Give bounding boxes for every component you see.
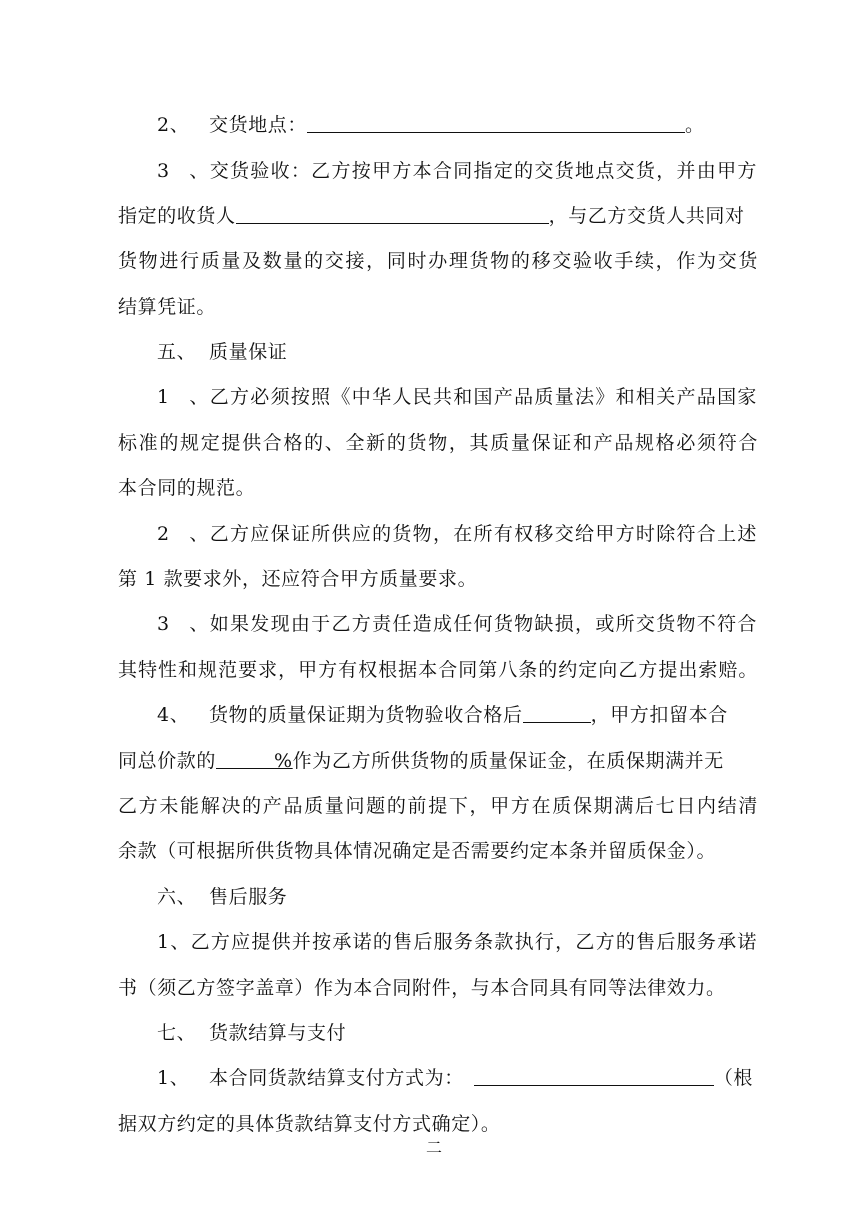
consignee-blank[interactable] <box>236 203 549 224</box>
clause-text-a: 指定的收货人 <box>118 205 236 227</box>
clause-5-3-line-2: 其特性和规范要求，甲方有权根据本合同第八条的约定向乙方提出索赔。 <box>118 659 758 681</box>
clause-text-b: 作为乙方所供货物的质量保证金，在质保期满并无 <box>292 750 724 772</box>
clause-4-3-first-line <box>157 154 757 188</box>
clause-text-a: 货物的质量保证期为货物验收合格后 <box>209 704 523 726</box>
clause-4-3-line-4: 结算凭证。 <box>118 296 217 318</box>
section-number: 七、 <box>157 1022 197 1044</box>
section-title: 售后服务 <box>209 886 288 908</box>
section-title: 货款结算与支付 <box>209 1022 347 1044</box>
clause-text: 交货验收：乙方按甲方本合同指定的交货地点交货，并由甲方 <box>209 160 757 182</box>
section-number: 六、 <box>157 886 197 908</box>
clause-number: 1、 <box>157 1067 190 1089</box>
warranty-days-blank[interactable] <box>523 702 591 723</box>
clause-end: 。 <box>685 114 705 136</box>
payment-method-blank[interactable] <box>474 1065 714 1086</box>
clause-5-1-first-line <box>157 380 757 414</box>
clause-5-1-line-2: 标准的规定提供合格的、全新的货物，其质量保证和产品规格必须符合 <box>118 432 758 454</box>
clause-text-a: 同总价款的 <box>118 750 217 772</box>
delivery-place-blank[interactable] <box>307 112 685 133</box>
section-title: 质量保证 <box>209 341 288 363</box>
clause-text-b: ，与乙方交货人共同对 <box>548 205 745 227</box>
clause-number: 2、 <box>157 114 190 136</box>
clause-text-a: 本合同货款结算支付方式为： <box>209 1067 464 1089</box>
clause-5-2-first-line <box>157 517 757 551</box>
clause-4-3-line-3: 货物进行质量及数量的交接，同时办理货物的移交验收手续，作为交货 <box>118 250 758 272</box>
clause-5-4-line-2 <box>118 744 758 778</box>
clause-4-2-delivery-place <box>157 108 757 142</box>
clause-text-b: （根 <box>713 1067 754 1089</box>
clause-6-1-first-line: 1、乙方应提供并按承诺的售后服务条款执行，乙方的售后服务承诺 <box>157 931 757 953</box>
clause-5-1-line-3: 本合同的规范。 <box>118 477 256 499</box>
section-6-heading <box>157 880 757 914</box>
clause-7-1-first-line <box>157 1061 757 1095</box>
clause-5-4-first-line <box>157 698 757 732</box>
clause-6-1-line-2: 书（须乙方签字盖章）作为本合同附件，与本合同具有同等法律效力。 <box>118 977 726 999</box>
clause-5-2-line-2: 第 1 款要求外，还应符合甲方质量要求。 <box>118 568 478 590</box>
page-number: 二 <box>425 1138 442 1157</box>
clause-number: 2、 <box>157 523 209 545</box>
deposit-percent-blank[interactable] <box>216 748 274 769</box>
section-number: 五、 <box>157 341 197 363</box>
clause-text: 乙方必须按照《中华人民共和国产品质量法》和相关产品国家 <box>209 386 757 408</box>
percent-sign: % <box>274 750 293 772</box>
clause-5-3-first-line <box>157 607 757 641</box>
clause-4-3-line-2 <box>118 199 758 233</box>
clause-text: 如果发现由于乙方责任造成任何货物缺损，或所交货物不符合 <box>209 613 757 635</box>
clause-number: 1、 <box>157 386 209 408</box>
clause-5-4-line-4: 余款（可根据所供货物具体情况确定是否需要约定本条并留质保金）。 <box>118 840 717 862</box>
clause-text: 交货地点： <box>209 114 308 136</box>
section-7-heading <box>157 1016 757 1050</box>
clause-number: 4、 <box>157 704 190 726</box>
clause-text-b: ，甲方扣留本合 <box>590 704 728 726</box>
clause-7-1-line-2: 据双方约定的具体货款结算支付方式确定）。 <box>118 1113 501 1135</box>
clause-5-4-line-3: 乙方未能解决的产品质量问题的前提下，甲方在质保期满后七日内结清 <box>118 795 758 817</box>
clause-number: 3、 <box>157 160 209 182</box>
section-5-heading <box>157 335 757 369</box>
clause-text: 乙方应保证所供应的货物，在所有权移交给甲方时除符合上述 <box>209 523 757 545</box>
clause-number: 3、 <box>157 613 209 635</box>
